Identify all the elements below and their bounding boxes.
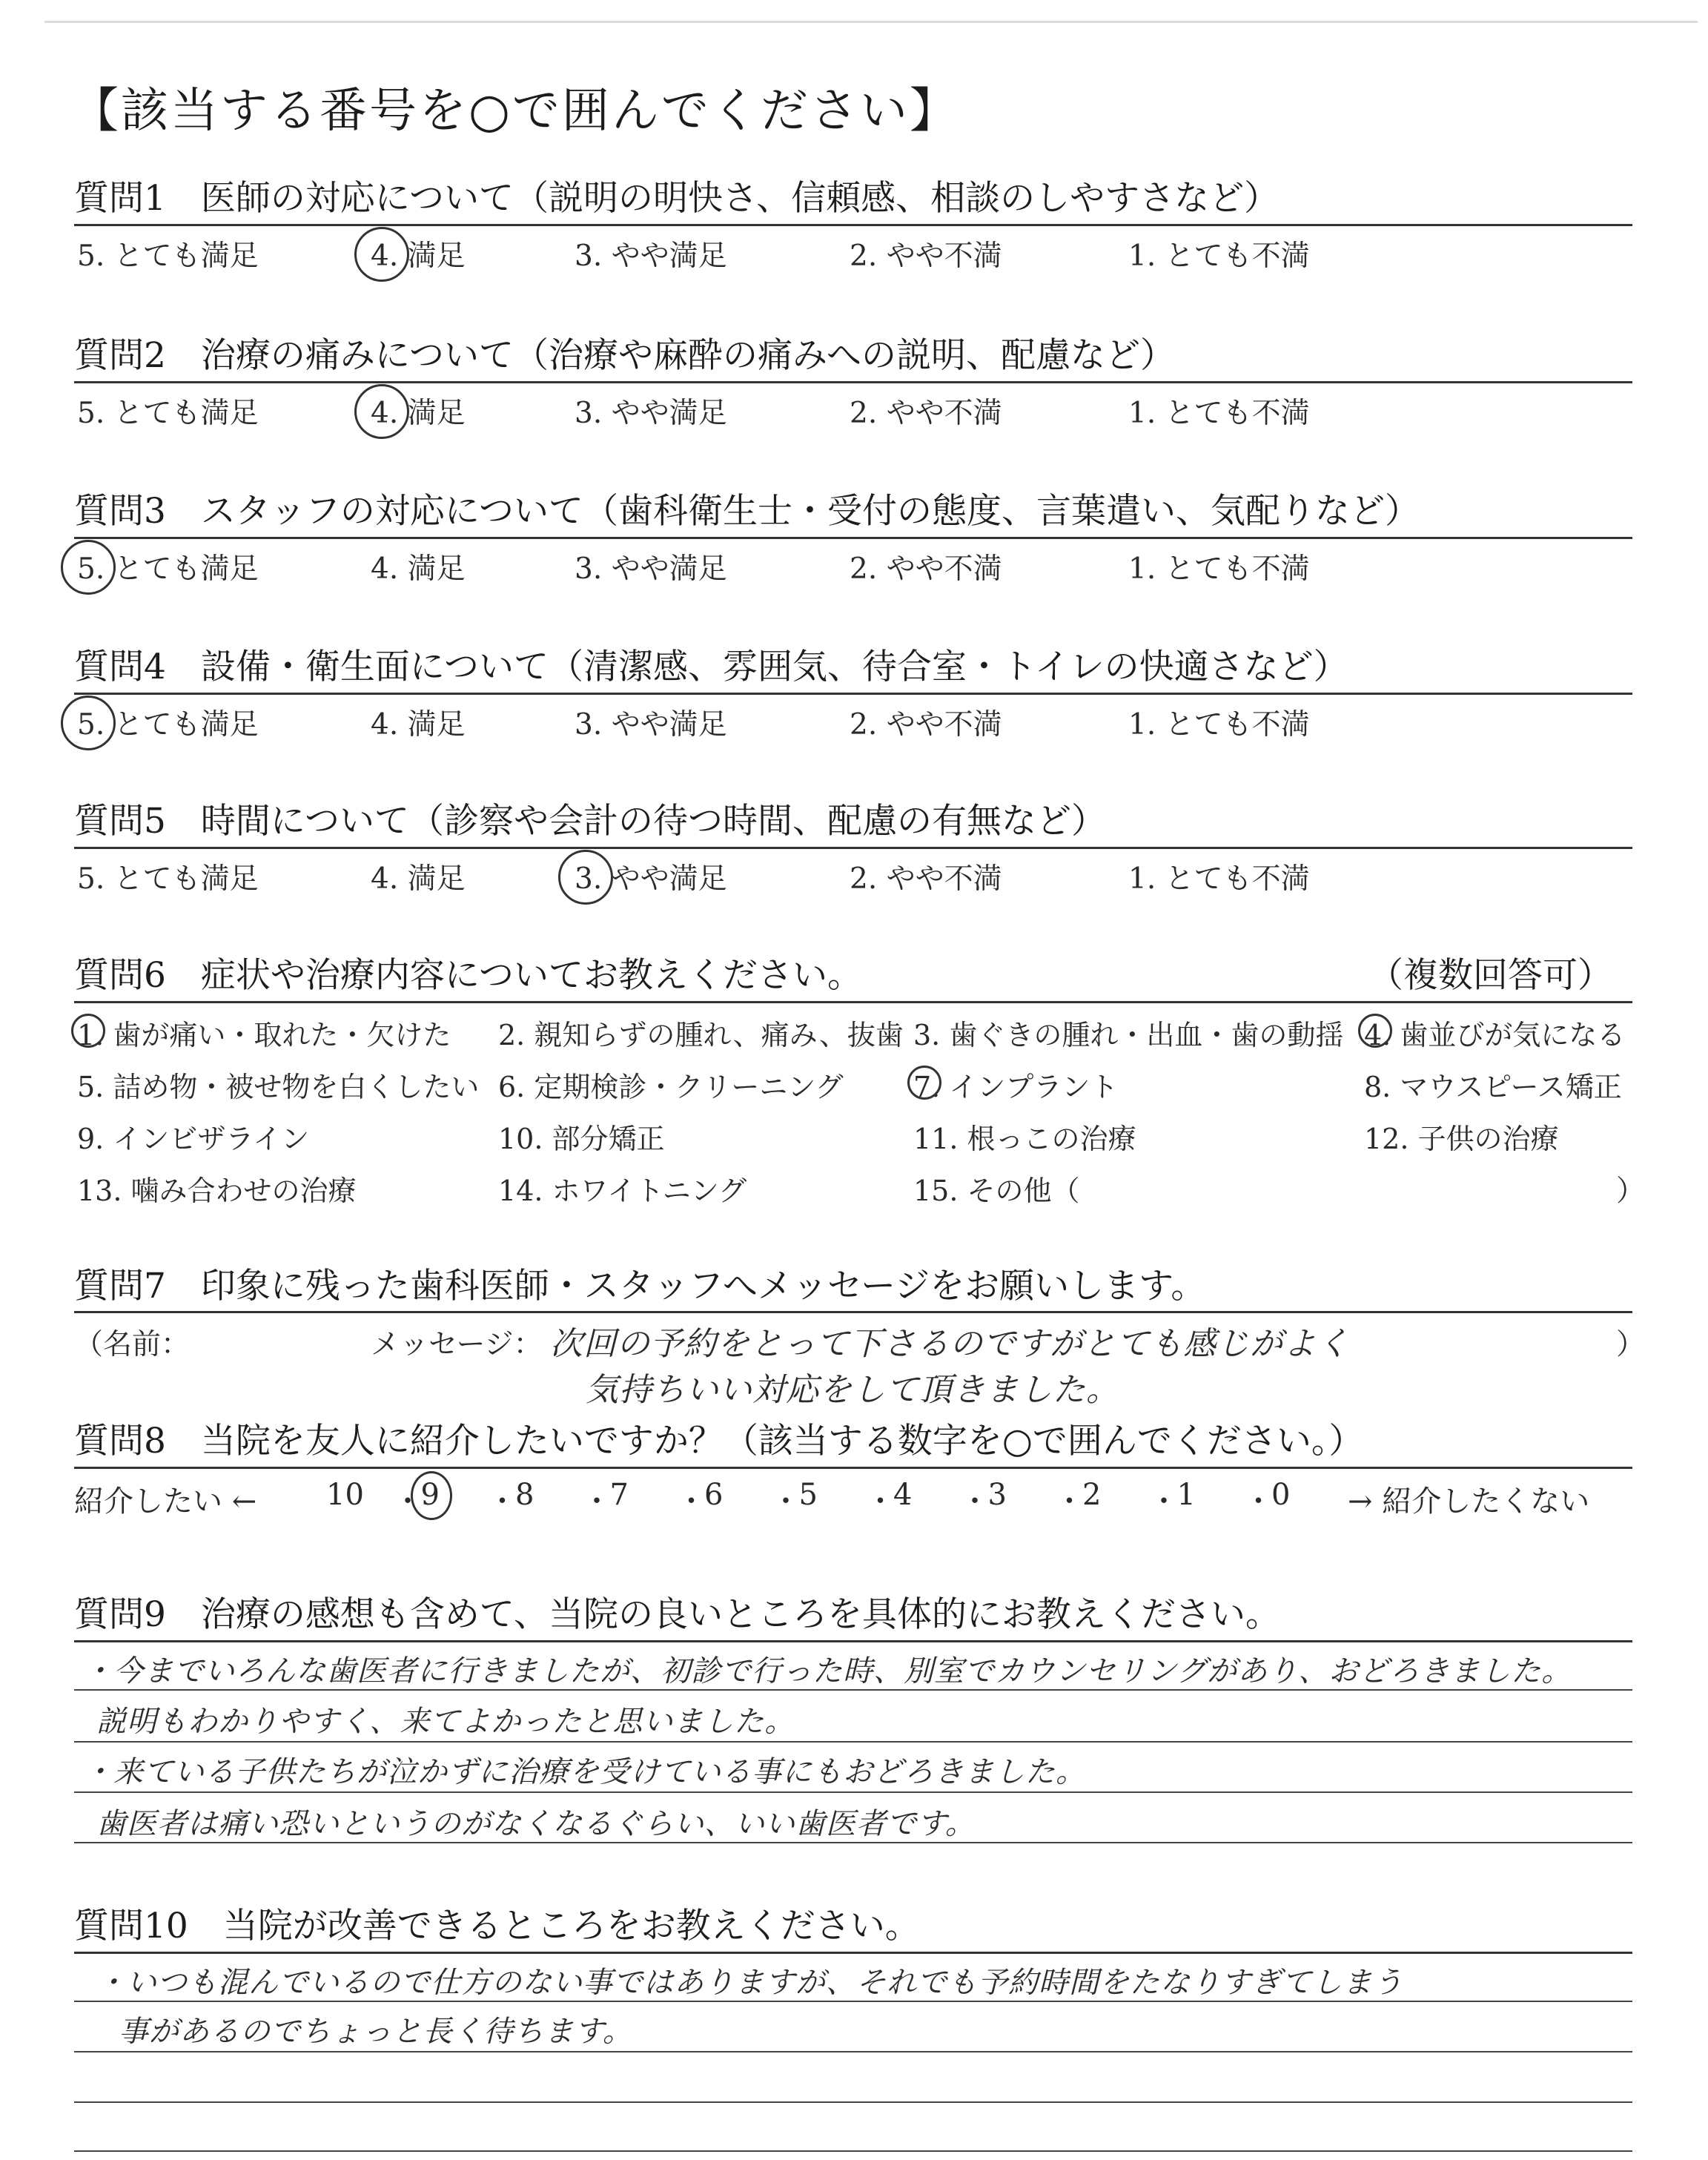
q9-line4: 歯医者は痛い恐いというのがなくなるぐらい、いい歯医者です。	[96, 1807, 976, 1841]
q8-dot-separator: ・	[676, 1484, 706, 1519]
q8-dot-separator: ・	[960, 1484, 990, 1519]
q8-dot-separator: ・	[1054, 1484, 1085, 1519]
q2-rule	[74, 381, 1632, 383]
q8-dot-separator: ・	[865, 1484, 896, 1519]
q9-line2: 説明もわかりやすく、来てよかったと思いました。	[96, 1705, 795, 1739]
q10-writing-rule	[74, 2150, 1632, 2152]
q2-option-5[interactable]: 5. とても満足	[77, 397, 259, 430]
q6-option-15[interactable]: 15. その他（	[913, 1175, 1080, 1207]
q8-dot-separator: ・	[487, 1484, 517, 1519]
q8-scale-7[interactable]: 7	[609, 1478, 629, 1512]
q9-writing-rule	[74, 1842, 1632, 1843]
q8-scale-8[interactable]: 8	[515, 1478, 534, 1512]
q7-rule	[74, 1311, 1632, 1313]
q9-line1: ・今までいろんな歯医者に行きましたが、初診で行った時、別室でカウンセリングがあり、おどろきました。	[83, 1654, 1572, 1688]
q1-rule	[74, 224, 1632, 226]
q8-dot-separator: ・	[771, 1484, 801, 1519]
q6-option-4[interactable]: 4. 歯並びが気になる	[1364, 1019, 1626, 1051]
q8-dot-separator: ・	[1243, 1484, 1274, 1519]
q3-label: 質問3 スタッフの対応について（歯科衛生士・受付の態度、言葉遣い、気配りなど）	[74, 491, 1420, 532]
q2-option-3[interactable]: 3. やや満足	[575, 397, 727, 430]
q8-scale-6[interactable]: 6	[704, 1478, 724, 1512]
q4-selection-circle	[61, 696, 116, 750]
q2-label: 質問2 治療の痛みについて（治療や麻酔の痛みへの説明、配慮など）	[74, 335, 1176, 376]
q6-selection-circle	[71, 1014, 105, 1048]
q6-option-5[interactable]: 5. 詰め物・被せ物を白くしたい	[77, 1071, 480, 1103]
q6-option-12[interactable]: 12. 子供の治療	[1364, 1123, 1559, 1155]
q9-rule	[74, 1640, 1632, 1642]
q8-scale-1[interactable]: 1	[1176, 1478, 1196, 1512]
q2-selection-circle	[354, 384, 409, 439]
q7-name-label: （名前：	[74, 1328, 191, 1361]
q3-option-2[interactable]: 2. やや不満	[850, 552, 1002, 586]
q4-option-5[interactable]: 5. とても満足	[77, 708, 259, 742]
q9-writing-rule	[74, 1741, 1632, 1743]
q6-option-1[interactable]: 1. 歯が痛い・取れた・欠けた	[77, 1019, 451, 1051]
q8-dot-separator: ・	[393, 1484, 423, 1519]
q3-selection-circle	[61, 540, 116, 595]
q1-label: 質問1 医師の対応について（説明の明快さ、信頼感、相談のしやすさなど）	[74, 178, 1280, 219]
q7-close: ）	[1616, 1328, 1646, 1361]
top-border	[44, 21, 1698, 23]
q5-selection-circle	[558, 850, 613, 905]
q2-option-2[interactable]: 2. やや不満	[850, 397, 1002, 430]
q6-option-7[interactable]: 7. インプラント	[913, 1071, 1119, 1103]
q8-dot-separator: ・	[582, 1484, 612, 1519]
q1-option-2[interactable]: 2. やや不満	[850, 240, 1002, 273]
q8-scale-2[interactable]: 2	[1082, 1478, 1102, 1512]
q1-option-3[interactable]: 3. やや満足	[575, 240, 727, 273]
q10-writing-rule	[74, 2001, 1632, 2002]
q8-scale-3[interactable]: 3	[987, 1478, 1007, 1512]
q3-option-1[interactable]: 1. とても不満	[1128, 552, 1310, 586]
q8-selection-circle	[411, 1471, 452, 1520]
q4-option-3[interactable]: 3. やや満足	[575, 708, 727, 742]
q6-option-14[interactable]: 14. ホワイトニング	[498, 1175, 747, 1207]
q6-option-2[interactable]: 2. 親知らずの腫れ、痛み、抜歯	[498, 1019, 904, 1051]
q4-option-2[interactable]: 2. やや不満	[850, 708, 1002, 742]
q6-option-10[interactable]: 10. 部分矯正	[498, 1123, 665, 1155]
q8-scale-10[interactable]: 10	[326, 1478, 364, 1512]
q1-option-1[interactable]: 1. とても不満	[1128, 240, 1310, 273]
q1-option-5[interactable]: 5. とても満足	[77, 240, 259, 273]
q3-option-4[interactable]: 4. 満足	[371, 552, 466, 586]
q6-selection-circle	[1358, 1014, 1392, 1048]
q8-left-label: 紹介したい ←	[74, 1484, 257, 1519]
q1-option-4[interactable]: 4. 満足	[371, 240, 466, 273]
q1-selection-circle	[354, 227, 409, 282]
q10-rule	[74, 1952, 1632, 1954]
q5-option-5[interactable]: 5. とても満足	[77, 862, 259, 896]
q6-option-11[interactable]: 11. 根っこの治療	[913, 1123, 1136, 1155]
q10-writing-rule	[74, 2101, 1632, 2103]
q3-rule	[74, 537, 1632, 539]
q6-other-close: ）	[1616, 1175, 1646, 1208]
q6-label: 質問6 症状や治療内容についてお教えください。	[74, 955, 862, 996]
q9-label: 質問9 治療の感想も含めて、当院の良いところを具体的にお教えください。	[74, 1594, 1280, 1635]
q6-note: （複数回答可）	[1368, 955, 1612, 996]
q3-option-3[interactable]: 3. やや満足	[575, 552, 727, 586]
q6-option-6[interactable]: 6. 定期検診・クリーニング	[498, 1071, 844, 1103]
q9-writing-rule	[74, 1791, 1632, 1793]
q4-option-4[interactable]: 4. 満足	[371, 708, 466, 742]
q6-selection-circle	[907, 1066, 941, 1100]
q7-message-line1: 次回の予約をとって下さるのですがとても感じがよく	[550, 1325, 1351, 1363]
q9-line3: ・来ている子供たちが泣かずに治療を受けている事にもおどろきました。	[83, 1755, 1086, 1789]
q4-label: 質問4 設備・衛生面について（清潔感、雰囲気、待合室・トイレの快適さなど）	[74, 647, 1348, 687]
page-title: 【該当する番号を○で囲んでください】	[71, 84, 959, 139]
q4-option-1[interactable]: 1. とても不満	[1128, 708, 1310, 742]
q10-label: 質問10 当院が改善できるところをお教えください。	[74, 1906, 920, 1946]
q5-option-1[interactable]: 1. とても不満	[1128, 862, 1310, 896]
q8-scale-5[interactable]: 5	[798, 1478, 818, 1512]
q6-option-8[interactable]: 8. マウスピース矯正	[1364, 1071, 1622, 1103]
q8-scale-0[interactable]: 0	[1271, 1478, 1291, 1512]
q8-dot-separator: ・	[1149, 1484, 1179, 1519]
q5-option-3[interactable]: 3. やや満足	[575, 862, 727, 896]
q6-option-9[interactable]: 9. インビザライン	[77, 1123, 310, 1155]
q7-label: 質問7 印象に残った歯科医師・スタッフへメッセージをお願いします。	[74, 1266, 1206, 1307]
q2-option-4[interactable]: 4. 満足	[371, 397, 466, 430]
q10-line1: ・いつも混んでいるので仕方のない事ではありますが、それでも予約時間をたなりすぎてしまう	[96, 1966, 1403, 2000]
q5-rule	[74, 847, 1632, 849]
q6-option-13[interactable]: 13. 噛み合わせの治療	[77, 1175, 357, 1207]
q10-line2: 事があるのでちょっと長く待ちます。	[119, 2015, 633, 2049]
q8-scale-4[interactable]: 4	[893, 1478, 913, 1512]
q8-label: 質問8 当院を友人に紹介したいですか？（該当する数字を○で囲んでください。）	[74, 1421, 1364, 1462]
q6-option-3[interactable]: 3. 歯ぐきの腫れ・出血・歯の動揺	[913, 1019, 1344, 1051]
q3-option-5[interactable]: 5. とても満足	[77, 552, 259, 586]
q8-rule	[74, 1467, 1632, 1469]
q5-option-2[interactable]: 2. やや不満	[850, 862, 1002, 896]
q2-option-1[interactable]: 1. とても不満	[1128, 397, 1310, 430]
q6-rule	[74, 1001, 1632, 1003]
q5-label: 質問5 時間について（診察や会計の待つ時間、配慮の有無など）	[74, 801, 1106, 842]
q9-writing-rule	[74, 1689, 1632, 1691]
q8-right-label: → 紹介したくない	[1348, 1484, 1590, 1519]
q8-scale-9[interactable]: 9	[420, 1478, 440, 1512]
q5-option-4[interactable]: 4. 満足	[371, 862, 466, 896]
q7-message-label: メッセージ：	[371, 1328, 543, 1361]
q7-message-line2: 気持ちいい対応をして頂きました。	[586, 1371, 1119, 1409]
q4-rule	[74, 693, 1632, 695]
q10-writing-rule	[74, 2051, 1632, 2052]
